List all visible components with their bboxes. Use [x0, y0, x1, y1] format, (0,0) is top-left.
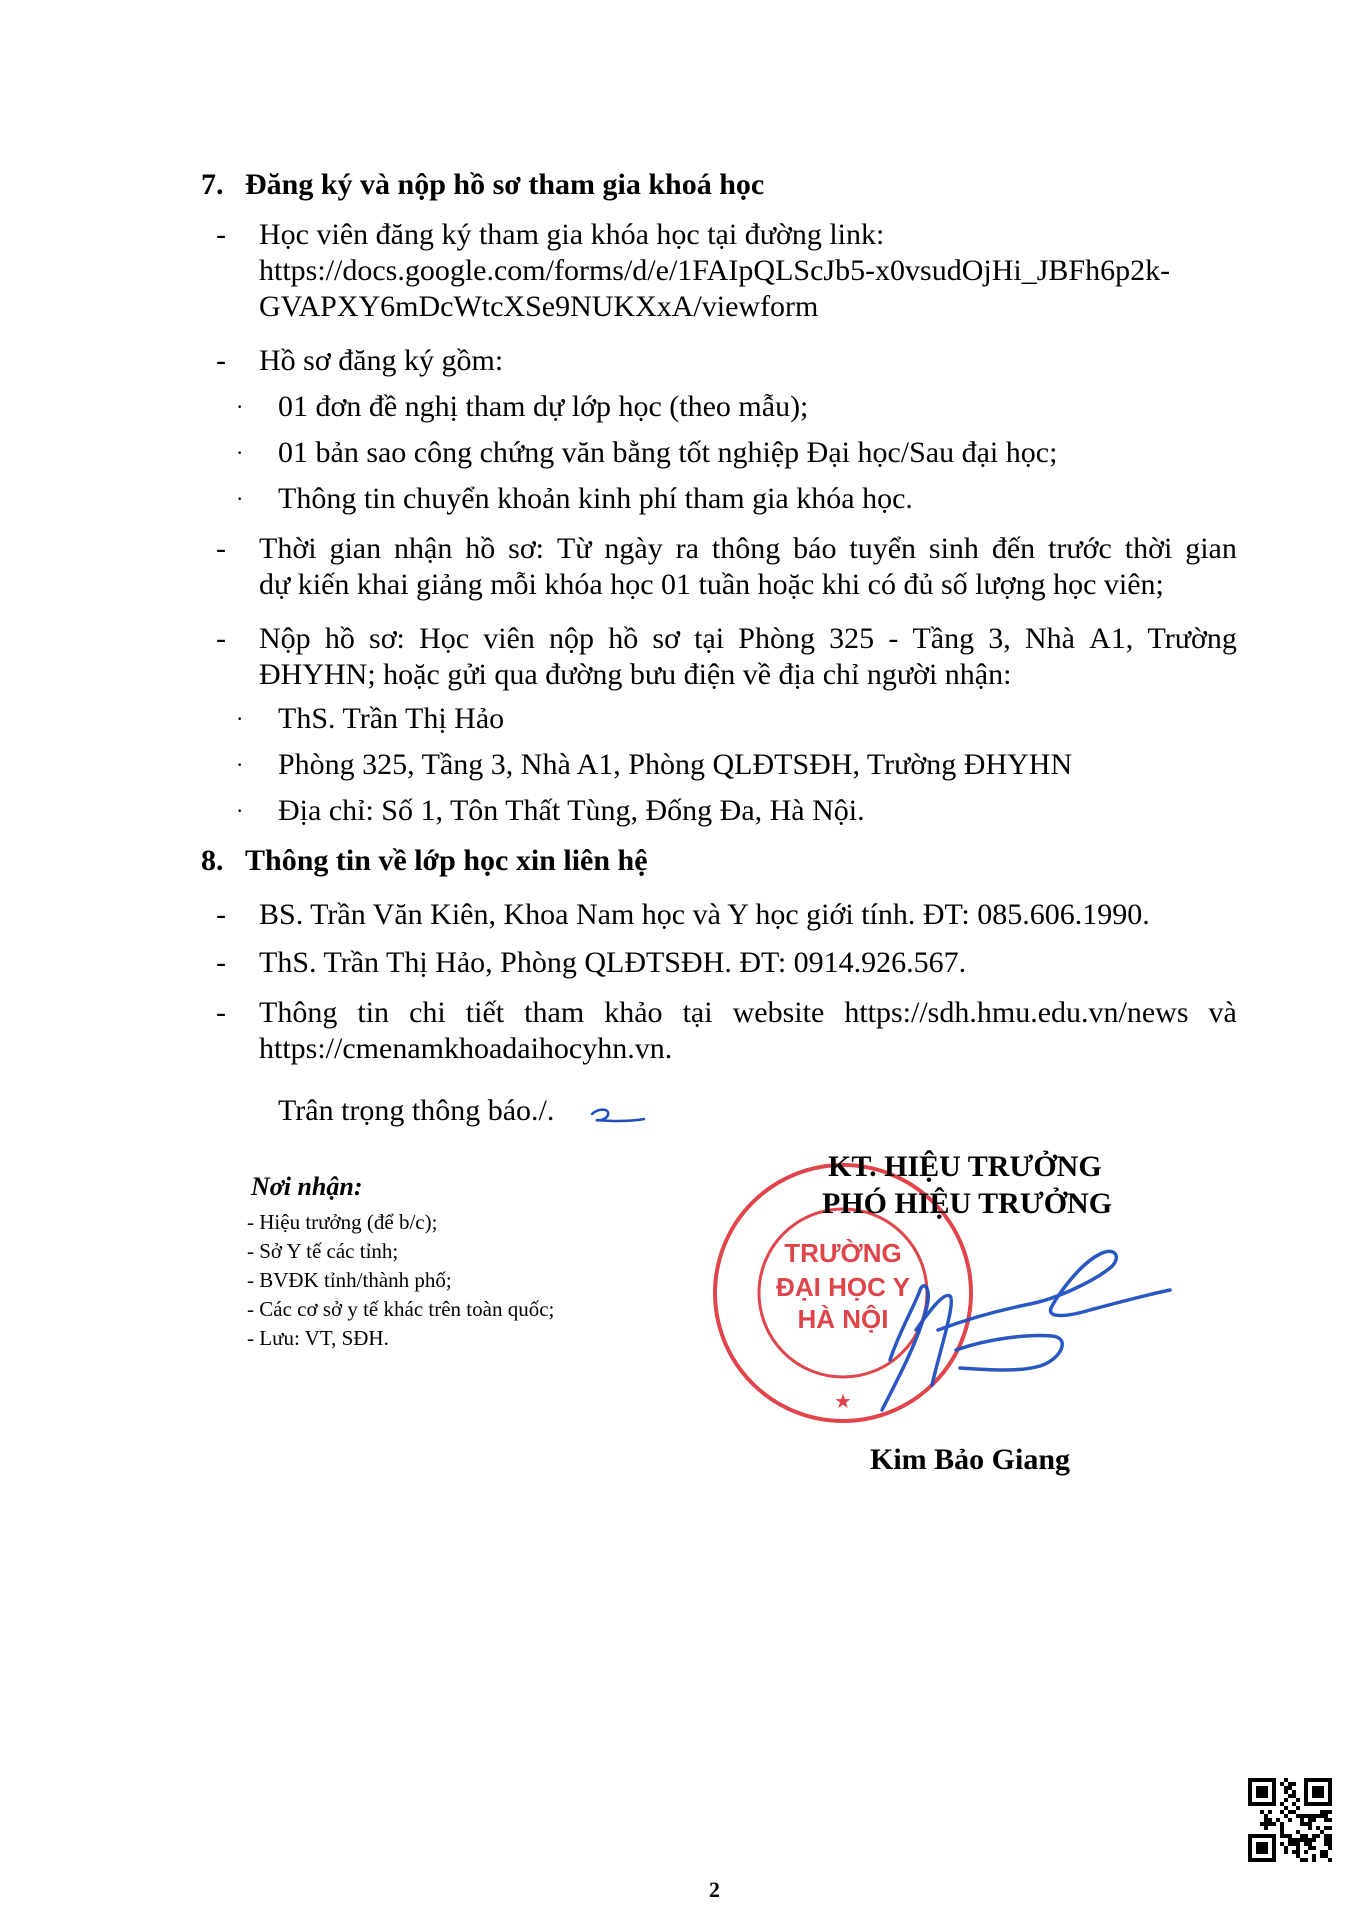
signature-title-1: KT. HIỆU TRƯỞNG [828, 1150, 1102, 1183]
word: và [1208, 996, 1237, 1029]
website-text [259, 994, 1237, 1032]
seal-star-icon: ★ [834, 1391, 852, 1413]
word: báo [793, 532, 837, 565]
word: tham [524, 996, 585, 1029]
signer-name: Kim Bảo Giang [870, 1443, 1071, 1476]
word: sinh [928, 532, 979, 565]
dash-marker: - [216, 622, 226, 655]
word: 325 [829, 622, 875, 655]
bullet-marker: · [236, 486, 244, 511]
sub-item-text: Địa chỉ: Số 1, Tôn Thất Tùng, Đống Đa, Hà Nội. [278, 794, 865, 827]
word: 3, [988, 622, 1011, 655]
dash-marker: - [216, 898, 226, 931]
handwritten-signature [820, 1210, 1180, 1430]
seal-text-line3: HÀ NỘI [797, 1304, 889, 1334]
bullet-marker: · [236, 440, 244, 465]
word: Từ [556, 532, 592, 565]
seal-text-line1: TRƯỜNG [784, 1238, 902, 1268]
word: Nhà [1024, 622, 1075, 655]
recipient-item: - Các cơ sở y tế khác trên toàn quốc; [247, 1297, 555, 1321]
sub-item-text: Thông tin chuyển khoản kinh phí tham gia khóa học. [278, 482, 913, 515]
signature-title-2: PHÓ HIỆU TRƯỞNG [822, 1187, 1113, 1220]
recipient-item: - BVĐK tỉnh/thành phố; [247, 1268, 452, 1292]
word: ngày [604, 532, 663, 565]
word: Nộp [259, 622, 311, 655]
word: nộp [549, 622, 595, 655]
bullet-marker: · [236, 706, 244, 731]
s7-item3-text-cont: dự kiến khai giảng mỗi khóa học 01 tuần hoặc khi có đủ số lượng học viên; [259, 568, 1164, 601]
bullet-marker: · [236, 798, 244, 823]
recipient-item: - Lưu: VT, SĐH. [247, 1326, 389, 1350]
word: tuyển [849, 532, 917, 565]
word: tại [694, 622, 725, 655]
word: gian [1185, 532, 1237, 565]
word: tin [357, 996, 390, 1029]
word: gian [329, 532, 382, 565]
dash-marker: - [216, 532, 226, 565]
word: https://sdh.hmu.edu.vn/news [844, 996, 1189, 1029]
word: viên [483, 622, 535, 655]
word: Phòng [738, 622, 815, 655]
word: - [888, 622, 899, 655]
section-8-title: Thông tin về lớp học xin liên hệ [245, 844, 648, 877]
word: đến [991, 532, 1036, 565]
closing-text: Trân trọng thông báo./. [278, 1094, 555, 1127]
word: Thời [259, 532, 317, 565]
contact-text: BS. Trần Văn Kiên, Khoa Nam học và Y học giới tính. ĐT: 085.606.1990. [259, 898, 1150, 931]
word: hồ [608, 622, 639, 655]
bullet-marker: · [236, 394, 244, 419]
section-7-title: Đăng ký và nộp hồ sơ tham gia khoá học [245, 168, 765, 201]
dash-marker: - [216, 218, 226, 251]
recipient-item: - Sở Y tế các tỉnh; [247, 1239, 399, 1263]
sub-item-text: 01 bản sao công chứng văn bằng tốt nghiệp Đại học/Sau đại học; [278, 436, 1058, 469]
word: Thông [259, 996, 338, 1029]
word: Trường [1147, 622, 1237, 655]
section-7-number: 7. [201, 168, 224, 201]
website-text-cont: https://cmenamkhoadaihocyhn.vn. [259, 1032, 673, 1065]
word: chi [409, 996, 446, 1029]
word: Học [419, 622, 470, 655]
word: sơ: [369, 622, 405, 655]
word: thời [1124, 532, 1173, 565]
sub-item-text: 01 đơn đề nghị tham dự lớp học (theo mẫu); [278, 390, 809, 423]
dash-marker: - [216, 344, 226, 377]
bullet-marker: · [236, 752, 244, 777]
word: website [732, 996, 825, 1029]
s7-item2-text: Hồ sơ đăng ký gồm: [259, 344, 504, 377]
word: ra [675, 532, 699, 565]
dash-marker: - [216, 946, 226, 979]
word: khảo [604, 996, 663, 1029]
word: tại [682, 996, 713, 1029]
dash-marker: - [216, 996, 226, 1029]
word: sơ [652, 622, 680, 655]
word: tiết [465, 996, 505, 1029]
sub-item-text: ThS. Trần Thị Hảo [278, 702, 505, 735]
contact-text: ThS. Trần Thị Hảo, Phòng QLĐTSĐH. ĐT: 0914.926.567. [259, 946, 967, 979]
page-number: 2 [709, 1877, 720, 1902]
seal-text-line2: ĐẠI HỌC Y [776, 1272, 910, 1302]
word: hồ [324, 622, 355, 655]
s7-item3-text [259, 530, 1237, 568]
word: thông [711, 532, 781, 565]
s7-item1-text: Học viên đăng ký tham gia khóa học tại đường link: [259, 218, 885, 251]
s7-item4-text-cont: ĐHYHN; hoặc gửi qua đường bưu điện về địa chỉ người nhận: [259, 658, 1012, 691]
sub-item-text: Phòng 325, Tầng 3, Nhà A1, Phòng QLĐTSĐH, Trường ĐHYHN [278, 748, 1073, 781]
word: Tầng [912, 622, 975, 655]
word: nhận [394, 532, 453, 565]
qr-code-icon [1248, 1778, 1332, 1862]
word: trước [1048, 532, 1112, 565]
word: hồ [465, 532, 496, 565]
recipient-item: - Hiệu trưởng (để b/c); [247, 1210, 438, 1234]
recipients-title: Nơi nhận: [251, 1172, 363, 1201]
word: A1, [1089, 622, 1134, 655]
handwritten-initial-mark [588, 1104, 648, 1128]
section-8-number: 8. [201, 844, 224, 877]
registration-link-part1: https://docs.google.com/forms/d/e/1FAIpQLScJb5-x0vsudOjHi_JBFh6p2k- [259, 254, 1171, 287]
registration-link-part2: GVAPXY6mDcWtcXSe9NUKXxA/viewform [259, 290, 819, 323]
s7-item4-text [259, 620, 1237, 658]
word: sơ: [508, 532, 545, 565]
